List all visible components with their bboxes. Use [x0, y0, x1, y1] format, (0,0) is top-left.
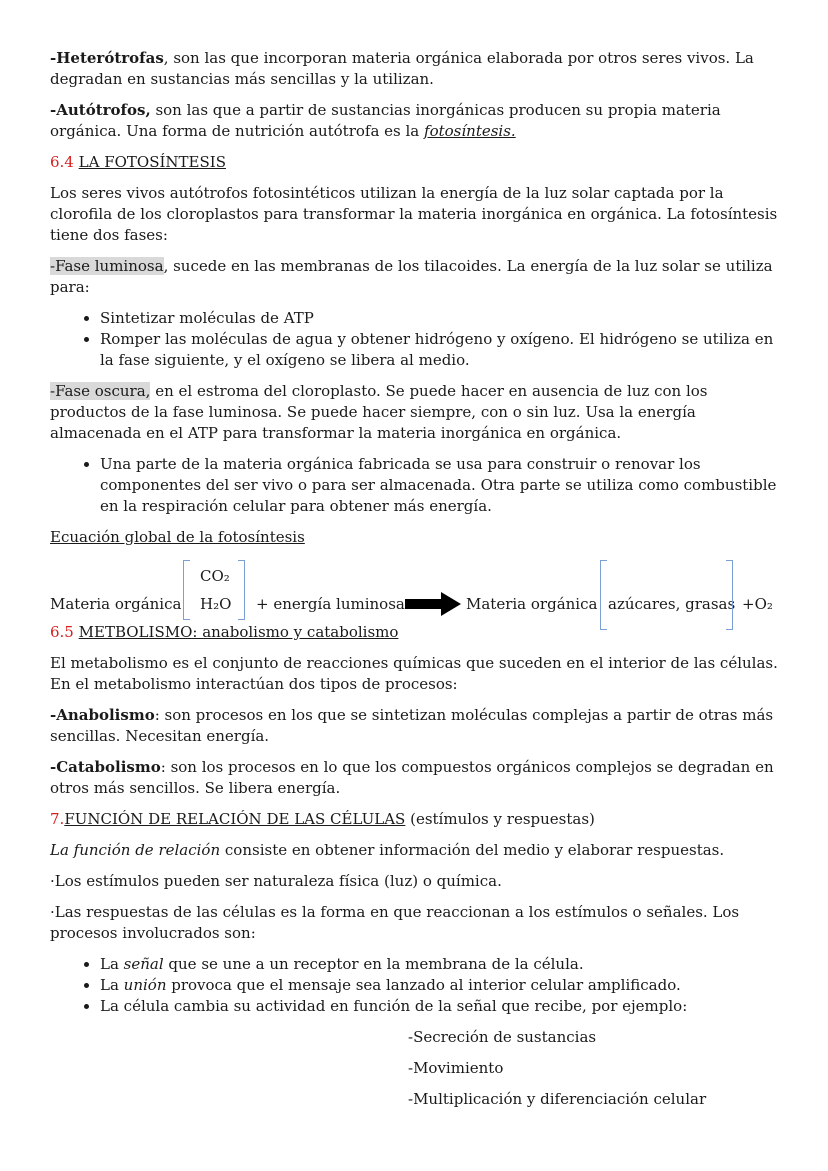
right-bracket — [238, 560, 245, 620]
item-text: que se une a un receptor en la membrana de la célula. — [163, 955, 584, 973]
fase-oscura-list — [50, 454, 780, 517]
catabolismo-term: -Catabolismo — [50, 758, 161, 776]
products-label: azúcares, grasas — [608, 595, 736, 613]
fase-oscura-term: -Fase oscura, — [50, 382, 151, 400]
h2o-formula: H₂O — [200, 595, 232, 613]
heterotrofas-paragraph — [50, 48, 780, 90]
co2-formula: CO₂ — [200, 567, 230, 585]
example-item: -Movimiento — [408, 1059, 504, 1077]
products-left-bracket — [600, 560, 607, 630]
equation-right-label: Materia orgánica — [466, 595, 598, 613]
fase-luminosa-term: -Fase luminosa — [50, 257, 164, 275]
autotrofos-paragraph — [50, 100, 780, 142]
energy-label: + energía luminosa — [256, 595, 405, 613]
item-term: señal — [123, 955, 164, 973]
fase-luminosa-text: , sucede en las membranas de los tilacoides. La energía de la luz solar se utiliza para: — [50, 257, 773, 296]
estimulos-paragraph: ·Los estímulos pueden ser naturaleza física (luz) o química. — [50, 872, 502, 890]
heterotrofas-text: , son las que incorporan materia orgánica elaborada por otros seres vivos. La degradan en sustancias más sencillas y la utilizan. — [50, 49, 754, 88]
example-item: -Multiplicación y diferenciación celular — [408, 1090, 707, 1108]
relation-list — [50, 954, 780, 1017]
anabolismo-paragraph — [50, 705, 780, 747]
catabolismo-paragraph — [50, 757, 780, 799]
arrow-right-icon — [405, 592, 461, 616]
item-term: unión — [123, 976, 167, 994]
relation-heading — [50, 809, 780, 830]
anabolismo-term: -Anabolismo — [50, 706, 155, 724]
item-text: provoca que el mensaje sea lanzado al interior celular amplificado. — [166, 976, 681, 994]
relation-definition — [50, 840, 780, 861]
section-number: 6.4 — [50, 153, 74, 171]
heterotrofas-term: -Heterótrofas — [50, 49, 164, 67]
products-right-bracket — [726, 560, 733, 630]
anabolismo-text: : son procesos en los que se sintetizan moléculas complejas a partir de otras más sencillas. Necesitan energía. — [50, 706, 774, 745]
item-text: La — [100, 976, 124, 994]
section-title-suffix: (estímulos y respuestas) — [405, 810, 595, 828]
list-item: • Una parte de la materia orgánica fabricada se usa para construir o renovar los componentes del ser vivo o para ser almacenada. Otra parte se utiliza como combustible en la respiración celular para obtener más energía. — [100, 454, 780, 517]
document-page — [50, 48, 780, 1120]
respuestas-paragraph: ·Las respuestas de las células es la forma en que reaccionan a los estímulos o señales. Los procesos involucrados son: — [50, 903, 740, 942]
left-bracket — [183, 560, 190, 620]
relation-def-term: La función de relación — [50, 841, 221, 859]
section-title: FUNCIÓN DE RELACIÓN DE LAS CÉLULAS — [64, 810, 406, 828]
autotrofos-term: -Autótrofos, — [50, 101, 151, 119]
metabolism-intro: El metabolismo es el conjunto de reacciones químicas que suceden en el interior de las células. En el metabolismo interactúan dos tipos de procesos: — [50, 654, 778, 693]
metabolism-heading — [50, 622, 780, 643]
fase-luminosa-paragraph — [50, 256, 780, 298]
list-item: • Romper las moléculas de agua y obtener hidrógeno y oxígeno. El hidrógeno se utiliza en la fase siguiente, y el oxígeno se libera al medio. — [100, 329, 780, 371]
list-item — [100, 975, 780, 996]
fase-oscura-text: en el estroma del cloroplasto. Se puede hacer en ausencia de luz con los productos de la fase luminosa. Se puede hacer siempre, con o sin luz. Usa la energía almacenada en el ATP para transformar la materia inorgánica en orgánica. — [50, 382, 708, 442]
catabolismo-text: : son los procesos en lo que los compuestos orgánicos complejos se degradan en otros más sencillos. Se libera energía. — [50, 758, 774, 797]
photosynthesis-heading — [50, 152, 780, 173]
section-title: METBOLISMO: anabolismo y catabolismo — [78, 623, 399, 641]
examples-list — [408, 1027, 780, 1110]
photosynthesis-intro: Los seres vivos autótrofos fotosintéticos utilizan la energía de la luz solar captada por la clorofila de los cloroplastos para transformar la materia inorgánica en orgánica. La fotosíntesis tiene dos fases: — [50, 184, 778, 244]
photosynthesis-equation — [50, 552, 780, 622]
equation-title: Ecuación global de la fotosíntesis — [50, 528, 305, 546]
item-text: La — [100, 955, 124, 973]
fase-luminosa-list — [50, 308, 780, 371]
fotosintesis-link: fotosíntesis. — [424, 122, 516, 140]
example-item: -Secreción de sustancias — [408, 1028, 597, 1046]
list-item: • La célula cambia su actividad en función de la señal que recibe, por ejemplo: — [100, 996, 780, 1017]
autotrofos-text: son las que a partir de sustancias inorgánicas producen su propia materia orgánica. Una forma de nutrición autótrofa es la — [50, 101, 721, 140]
section-title: LA FOTOSÍNTESIS — [78, 153, 226, 171]
section-number: 6.5 — [50, 623, 74, 641]
o2-formula: +O₂ — [742, 595, 773, 613]
relation-def-text: consiste en obtener información del medio y elaborar respuestas. — [220, 841, 725, 859]
fase-oscura-paragraph — [50, 381, 780, 444]
list-item: • Sintetizar moléculas de ATP — [100, 308, 780, 329]
section-number: 7. — [50, 810, 65, 828]
list-item — [100, 954, 780, 975]
equation-left-label: Materia orgánica — [50, 595, 182, 613]
